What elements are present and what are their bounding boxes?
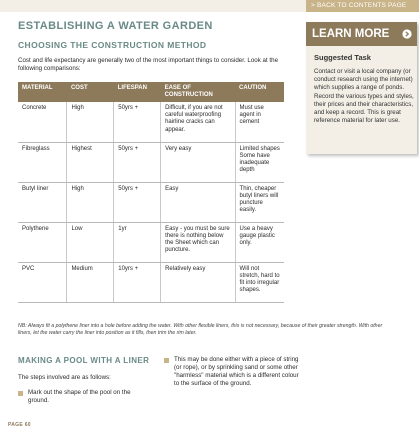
table-note: NB: Always fit a polythene liner into a hole before adding the water. With other flexible liners, this is not necessary, because of their greater strength. With other liners, let the water carry the liner into position as it fills, then trim the rim later.: [18, 323, 383, 336]
column-header-ease: EASE OF CONSTRUCTION: [161, 82, 235, 102]
column-header-cost: COST: [67, 82, 114, 102]
table-row: [18, 142, 284, 182]
table-cell: 50yrs +: [114, 102, 161, 142]
table-cell: 50yrs +: [114, 182, 161, 222]
table-row: [18, 222, 284, 262]
table-cell: Will not stretch, hard to fit into irregular shapes.: [235, 262, 284, 302]
list-item: This may be done either with a piece of string (or rope), or by sprinkling sand or some other "harmless" material which is a different colour to the surface of the ground.: [174, 356, 299, 387]
learn-more-button[interactable]: [306, 22, 417, 46]
intro-text: Cost and life expectancy are generally two of the most important things to consider. Look at the following comparisons:: [18, 57, 279, 72]
square-bullet-icon: [164, 358, 169, 363]
page-subtitle: CHOOSING THE CONSTRUCTION METHOD: [18, 40, 207, 50]
page-title: ESTABLISHING A WATER GARDEN: [18, 20, 213, 32]
table-cell: Very easy: [161, 142, 235, 182]
table-cell: 10yrs +: [114, 262, 161, 302]
suggested-task-title: Suggested Task: [314, 53, 371, 62]
table-header-row: [18, 82, 284, 102]
table-cell: 50yrs +: [114, 142, 161, 182]
steps-intro: The steps involved are as follows:: [18, 374, 111, 381]
square-bullet-icon: [18, 391, 23, 396]
table-cell: Low: [67, 222, 114, 262]
table-cell: Limited shapes Some have inadequate depth: [235, 142, 284, 182]
back-to-contents-link[interactable]: > BACK TO CONTENTS PAGE: [306, 0, 419, 12]
table-cell: High: [67, 182, 114, 222]
learn-more-label: LEARN MORE: [312, 28, 390, 40]
table-row: [18, 182, 284, 222]
table-cell: Easy: [161, 182, 235, 222]
table-cell: Concrete: [18, 102, 67, 142]
table-cell: Butyl liner: [18, 182, 67, 222]
suggested-task-text: Contact or visit a local company (or conduct research using the internet) which supplies a range of ponds. Record the various types and styles, their prices and their characteristics, and keep a record. This is great reference material for later use.: [314, 68, 414, 125]
table-cell: Medium: [67, 262, 114, 302]
table-row: [18, 262, 284, 302]
list-item: Mark out the shape of the pool on the ground.: [28, 389, 131, 404]
table-cell: PVC: [18, 262, 67, 302]
page-number: PAGE 60: [8, 422, 31, 428]
section-heading: MAKING A POOL WITH A LINER: [18, 356, 150, 365]
arrow-right-icon: [402, 29, 412, 39]
table-cell: Must use agent in cement: [235, 102, 284, 142]
table-cell: Fibreglass: [18, 142, 67, 182]
table-cell: Easy - you must be sure there is nothing below the Sheet which can puncture.: [161, 222, 235, 262]
column-header-caution: CAUTION: [235, 82, 284, 102]
learn-more-panel: [306, 22, 417, 154]
table-cell: 1yr: [114, 222, 161, 262]
table-cell: Thin, cheaper butyl liners will puncture easily.: [235, 182, 284, 222]
comparison-table: [18, 82, 284, 303]
column-header-material: MATERIAL: [18, 82, 67, 102]
table-cell: Difficult, if you are not careful waterproofing hairline cracks can appear.: [161, 102, 235, 142]
table-row: [18, 102, 284, 142]
table-cell: Highest: [67, 142, 114, 182]
table-cell: High: [67, 102, 114, 142]
column-header-lifespan: LIFESPAN: [114, 82, 161, 102]
table-cell: Use a heavy gauge plastic only.: [235, 222, 284, 262]
table-cell: Polythene: [18, 222, 67, 262]
table-cell: Relatively easy: [161, 262, 235, 302]
